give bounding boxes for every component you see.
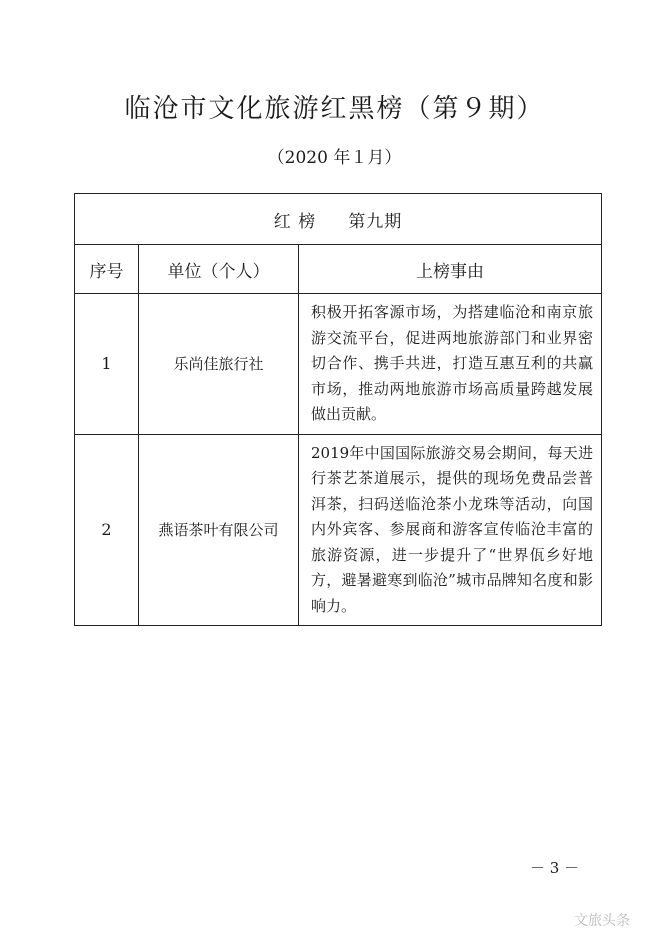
header-unit: 单位（个人） [139, 245, 299, 294]
page-number: － 3 － [530, 859, 580, 877]
row-unit: 乐尚佳旅行社 [139, 294, 299, 435]
watermark-logo: 文旅头条 [574, 913, 630, 929]
document-title: 临沧市文化旅游红黑榜（第９期） [124, 94, 545, 124]
table-row [75, 294, 602, 435]
caption-red-list: 红 榜 [273, 211, 317, 232]
row-number: 2 [75, 434, 139, 626]
row-reason: 2019年中国国际旅游交易会期间，每天进行茶艺茶道展示，提供的现场免费品尝普洱茶，扫码送临沧茶小龙珠等活动，向国内外宾客、参展商和游客宣传临沧丰富的旅游资源，进一步提升了“世界佤乡好地方，避暑避寒到临沧”城市品牌知名度和影响力。 [299, 434, 602, 626]
header-reason: 上榜事由 [299, 245, 602, 294]
table-caption-row [75, 194, 602, 245]
red-list-table [74, 193, 602, 626]
document-date: （2020 年１月） [267, 148, 402, 168]
table-row [75, 434, 602, 626]
table-header-row [75, 245, 602, 294]
row-reason: 积极开拓客源市场，为搭建临沧和南京旅游交流平台，促进两地旅游部门和业界密切合作、携手共进，打造互惠互利的共赢市场，推动两地旅游市场高质量跨越发展做出贡献。 [299, 294, 602, 435]
caption-issue: 第九期 [348, 211, 403, 232]
row-number: 1 [75, 294, 139, 435]
row-unit: 燕语茶叶有限公司 [139, 434, 299, 626]
header-number: 序号 [75, 245, 139, 294]
table-caption [75, 194, 602, 245]
